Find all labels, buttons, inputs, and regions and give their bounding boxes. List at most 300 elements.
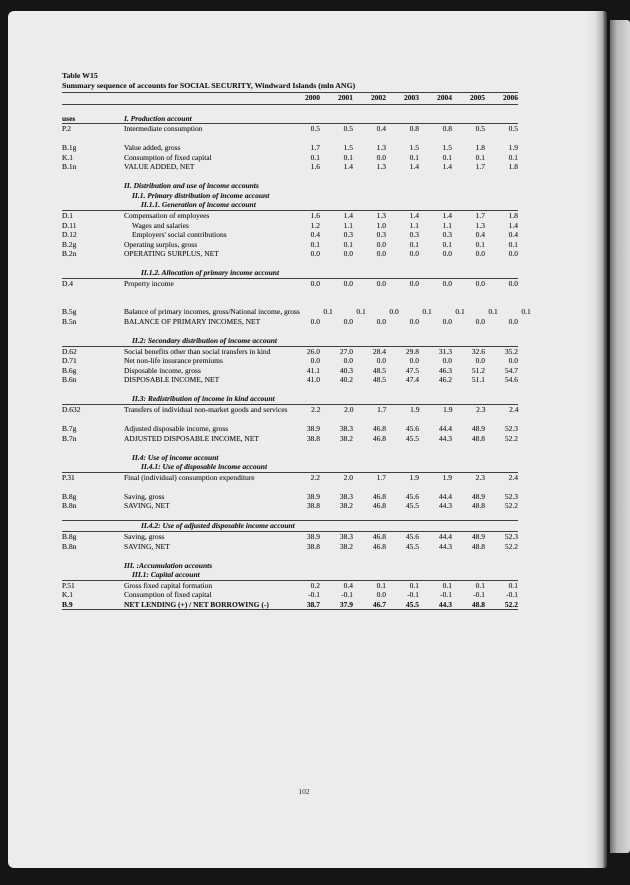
- account-label: DISPOSABLE INCOME, NET: [124, 375, 220, 385]
- account-value: 46.3: [438, 365, 452, 375]
- account-code: B.8g: [62, 532, 77, 542]
- account-value: 1.8: [508, 210, 518, 220]
- account-value: 47.4: [405, 375, 419, 385]
- account-value: 45.6: [405, 532, 419, 542]
- account-label: VALUE ADDED, NET: [124, 162, 195, 172]
- section-heading-row: [62, 570, 518, 581]
- year-column-header: 2000: [305, 93, 320, 103]
- account-value: 2.4: [508, 472, 518, 482]
- account-value: 52.3: [504, 424, 518, 434]
- account-value: 1.4: [409, 162, 419, 172]
- account-row: [62, 143, 518, 153]
- account-value: 1.1: [442, 220, 452, 230]
- account-value: 0.0: [376, 239, 386, 249]
- account-value: 1.4: [343, 210, 353, 220]
- account-value: 0.0: [389, 307, 399, 317]
- account-code: D.12: [62, 230, 77, 240]
- account-label: NET LENDING (+) / NET BORROWING (-): [124, 599, 269, 609]
- account-code: D.62: [62, 346, 77, 356]
- account-value: 0.1: [442, 580, 452, 590]
- account-code: uses: [62, 113, 76, 123]
- section-heading-row: [62, 268, 518, 279]
- spacer-row: [62, 259, 518, 269]
- account-value: 0.0: [508, 317, 518, 326]
- account-value: 51.2: [471, 365, 485, 375]
- account-value: 0.3: [409, 230, 419, 240]
- account-value: 44.4: [438, 491, 452, 501]
- account-value: 0.8: [442, 124, 452, 134]
- section-heading: II. Distribution and use of income accounts: [124, 181, 259, 191]
- account-value: 48.8: [471, 433, 485, 443]
- section-heading-row: [62, 462, 518, 473]
- account-value: 0.1: [376, 580, 386, 590]
- account-value: 48.5: [372, 375, 386, 385]
- account-value: 0.1: [409, 580, 419, 590]
- account-value: 0.0: [310, 356, 320, 366]
- account-value: 31.3: [438, 346, 452, 356]
- account-label: Value added, gross: [124, 143, 181, 153]
- account-value: 0.4: [508, 230, 518, 240]
- account-value: 2.3: [475, 472, 485, 482]
- account-value: 0.0: [310, 278, 320, 288]
- account-value: 0.4: [376, 124, 386, 134]
- spacer-row: [62, 385, 518, 395]
- account-code: B.2g: [62, 239, 77, 249]
- account-label: Consumption of fixed capital: [124, 590, 212, 600]
- account-row: [62, 221, 518, 231]
- account-value: 0.0: [376, 152, 386, 162]
- account-code: B.7n: [62, 433, 77, 443]
- account-value: 47.5: [405, 365, 419, 375]
- account-value: 1.3: [475, 220, 485, 230]
- account-value: 38.8: [306, 541, 320, 551]
- account-row: [62, 600, 518, 611]
- account-code: D.632: [62, 404, 81, 414]
- account-value: 0.3: [376, 230, 386, 240]
- account-value: 0.0: [442, 249, 452, 259]
- next-page-edge: [610, 20, 630, 853]
- account-code: B.6n: [62, 375, 77, 385]
- account-value: 0.3: [343, 230, 353, 240]
- year-column-header: 2003: [404, 93, 419, 103]
- account-value: 1.9: [410, 404, 420, 414]
- account-value: 1.3: [376, 143, 386, 153]
- account-label: Saving, gross: [124, 532, 165, 542]
- account-value: 1.4: [442, 162, 452, 172]
- account-row: [62, 424, 518, 434]
- scanned-page: [8, 11, 607, 868]
- account-value: 48.5: [372, 365, 386, 375]
- account-value: 0.0: [376, 590, 386, 600]
- section-heading: III.1: Capital account: [132, 570, 200, 580]
- account-label: Saving, gross: [124, 491, 165, 501]
- account-row: [62, 211, 518, 221]
- account-value: 37.9: [339, 599, 353, 609]
- account-row: [62, 279, 518, 289]
- account-value: 0.8: [409, 124, 419, 134]
- account-value: 1.5: [409, 143, 419, 153]
- account-label: Social benefits other than social transfers in kind: [124, 346, 271, 356]
- section-heading-row: [62, 181, 518, 191]
- account-value: 46.2: [438, 375, 452, 385]
- account-row: [62, 307, 531, 317]
- account-value: 48.9: [471, 491, 485, 501]
- account-value: 48.8: [471, 501, 485, 511]
- account-value: 44.3: [438, 433, 452, 443]
- account-value: 0.3: [442, 230, 452, 240]
- account-value: 0.1: [343, 239, 353, 249]
- account-value: 38.9: [306, 424, 320, 434]
- account-value: 0.1: [488, 307, 498, 317]
- account-value: -0.1: [341, 590, 353, 600]
- account-code: P.2: [62, 124, 71, 134]
- account-value: 46.7: [372, 599, 386, 609]
- account-value: 1.4: [343, 162, 353, 172]
- account-value: 0.1: [442, 239, 452, 249]
- account-value: 0.0: [508, 249, 518, 259]
- account-label: Gross fixed capital formation: [124, 580, 213, 590]
- account-label: BALANCE OF PRIMARY INCOMES, NET: [124, 317, 261, 326]
- account-value: 46.8: [372, 491, 386, 501]
- account-value: 0.0: [409, 356, 419, 366]
- section-heading-row: [62, 200, 518, 211]
- account-value: 0.5: [310, 124, 320, 134]
- spacer-row: [62, 298, 518, 308]
- account-value: 1.5: [343, 143, 353, 153]
- account-value: 48.8: [471, 541, 485, 551]
- spacer-row: [62, 327, 518, 337]
- year-column-header: 2006: [503, 93, 518, 103]
- account-value: 2.4: [509, 404, 519, 414]
- spacer-row: [62, 134, 518, 144]
- account-value: 2.2: [311, 404, 321, 414]
- account-value: 2.0: [343, 472, 353, 482]
- account-value: 0.0: [310, 249, 320, 259]
- account-code: B.1g: [62, 143, 77, 153]
- account-value: 45.5: [405, 599, 419, 609]
- account-code: P.31: [62, 472, 75, 482]
- account-code: B.8n: [62, 501, 77, 511]
- account-row: [62, 356, 518, 366]
- section-heading: II.4: Use of income account: [132, 452, 219, 462]
- account-value: 2.0: [344, 404, 354, 414]
- page-number: 102: [298, 787, 310, 796]
- account-value: 54.6: [504, 375, 518, 385]
- account-label: Disposable income, gross: [124, 365, 201, 375]
- table-number-title: Table W15: [62, 71, 98, 80]
- account-code: B.5n: [62, 317, 77, 326]
- spacer-row: [62, 414, 518, 424]
- account-value: 38.8: [306, 433, 320, 443]
- account-value: 2.2: [310, 472, 320, 482]
- account-code: D.11: [62, 220, 77, 230]
- account-value: 38.8: [306, 501, 320, 511]
- account-value: 0.1: [310, 239, 320, 249]
- year-header-row: [62, 93, 518, 105]
- section-heading: II.3: Redistribution of income in kind account: [132, 394, 275, 404]
- account-row: [62, 240, 518, 250]
- account-value: 0.0: [343, 278, 353, 288]
- account-value: 38.2: [339, 501, 353, 511]
- account-code: B.2n: [62, 249, 77, 259]
- account-label: Final (individual) consumption expenditure: [124, 472, 255, 482]
- section-heading: II.4.1: Use of disposable income account: [141, 462, 268, 472]
- account-value: 52.2: [504, 541, 518, 551]
- account-value: 38.9: [306, 491, 320, 501]
- account-code: B.5g: [62, 307, 77, 317]
- account-code: B.1n: [62, 162, 77, 172]
- account-value: 0.1: [310, 152, 320, 162]
- account-value: 1.6: [310, 210, 320, 220]
- section-heading: II.1. Primary distribution of income account: [132, 190, 270, 200]
- account-value: 38.3: [339, 424, 353, 434]
- account-value: 52.3: [504, 532, 518, 542]
- account-value: 52.2: [504, 599, 518, 609]
- account-value: 1.8: [508, 162, 518, 172]
- account-value: 44.3: [438, 501, 452, 511]
- account-value: 0.1: [508, 152, 518, 162]
- account-value: 0.0: [442, 317, 452, 326]
- account-row: [62, 124, 518, 134]
- section-heading: II.4.2: Use of adjusted disposable income account: [141, 521, 295, 531]
- account-row: [62, 434, 518, 444]
- account-value: 48.9: [471, 424, 485, 434]
- account-value: 45.5: [405, 541, 419, 551]
- section-heading: II.1.1. Generation of income account: [141, 200, 256, 210]
- account-value: 40.2: [339, 375, 353, 385]
- account-value: 0.1: [521, 307, 531, 317]
- account-row: [62, 249, 518, 259]
- account-value: 46.8: [372, 424, 386, 434]
- account-value: 0.0: [442, 278, 452, 288]
- account-value: 46.8: [372, 541, 386, 551]
- account-value: -0.1: [440, 590, 452, 600]
- account-value: 1.3: [376, 162, 386, 172]
- account-row: [62, 366, 518, 376]
- account-value: -0.1: [407, 590, 419, 600]
- account-value: 0.0: [508, 356, 518, 366]
- account-value: 1.9: [409, 472, 419, 482]
- account-value: 0.1: [508, 580, 518, 590]
- account-value: 0.0: [475, 317, 485, 326]
- account-value: 52.2: [504, 501, 518, 511]
- section-heading: I. Production account: [124, 113, 192, 123]
- account-value: 1.5: [442, 143, 452, 153]
- account-value: 44.3: [438, 599, 452, 609]
- account-label: OPERATING SURPLUS, NET: [124, 249, 219, 259]
- account-value: 0.0: [508, 278, 518, 288]
- section-heading-row: [62, 191, 518, 201]
- spacer-row: [62, 551, 518, 561]
- account-value: -0.1: [506, 590, 518, 600]
- account-value: 41.1: [306, 365, 320, 375]
- account-row: [62, 347, 518, 357]
- account-row: [62, 162, 518, 172]
- spacer-row: [62, 482, 518, 492]
- account-label: Transfers of individual non-market goods and services: [124, 404, 288, 414]
- account-value: 0.0: [310, 317, 320, 326]
- account-value: 1.4: [442, 210, 452, 220]
- spacer-row: [62, 511, 518, 521]
- account-value: 26.0: [306, 346, 320, 356]
- account-value: 0.1: [508, 239, 518, 249]
- account-value: 0.5: [343, 124, 353, 134]
- account-code: B.7g: [62, 424, 77, 434]
- section-heading-row: [62, 520, 518, 532]
- account-value: 1.3: [376, 210, 386, 220]
- account-value: 1.4: [508, 220, 518, 230]
- account-value: 46.8: [372, 501, 386, 511]
- account-value: 0.1: [475, 152, 485, 162]
- account-label: Adjusted disposable income, gross: [124, 424, 229, 434]
- account-value: 44.3: [438, 541, 452, 551]
- account-value: 0.1: [422, 307, 432, 317]
- account-value: 2.3: [476, 404, 486, 414]
- year-column-header: 2004: [437, 93, 452, 103]
- account-value: 0.1: [442, 152, 452, 162]
- account-value: 38.2: [339, 433, 353, 443]
- account-value: 0.5: [475, 124, 485, 134]
- account-value: 27.0: [339, 346, 353, 356]
- account-value: 32.6: [471, 346, 485, 356]
- account-value: 1.7: [475, 210, 485, 220]
- account-row: [62, 532, 518, 542]
- account-label: Consumption of fixed capital: [124, 152, 212, 162]
- account-value: 1.7: [475, 162, 485, 172]
- account-label: Net non-life insurance premiums: [124, 356, 223, 366]
- account-label: Employers' social contributions: [132, 230, 227, 240]
- account-value: 1.0: [376, 220, 386, 230]
- account-value: 1.7: [377, 404, 387, 414]
- account-value: 0.1: [409, 239, 419, 249]
- account-value: 0.1: [475, 239, 485, 249]
- account-value: 45.5: [405, 501, 419, 511]
- account-value: 51.1: [471, 375, 485, 385]
- account-value: -0.1: [473, 590, 485, 600]
- account-value: 0.1: [356, 307, 366, 317]
- account-value: 0.1: [475, 580, 485, 590]
- account-value: 0.1: [409, 152, 419, 162]
- account-code: B.8g: [62, 491, 77, 501]
- account-value: 0.1: [455, 307, 465, 317]
- account-value: 1.1: [409, 220, 419, 230]
- account-value: 45.6: [405, 424, 419, 434]
- account-row: [62, 317, 518, 327]
- account-value: 0.0: [409, 278, 419, 288]
- account-label: Wages and salaries: [132, 220, 189, 230]
- account-value: 0.1: [323, 307, 333, 317]
- account-row: [62, 590, 518, 600]
- account-value: 35.2: [504, 346, 518, 356]
- account-value: 0.0: [376, 317, 386, 326]
- account-label: Intermediate consumption: [124, 124, 203, 134]
- spacer-row: [62, 443, 518, 453]
- account-code: K.1: [62, 152, 74, 162]
- account-value: 41.0: [306, 375, 320, 385]
- account-value: 29.8: [405, 346, 419, 356]
- account-value: 0.1: [343, 152, 353, 162]
- account-row: [62, 501, 518, 511]
- account-value: 0.0: [376, 249, 386, 259]
- account-row: [62, 473, 518, 483]
- account-value: 1.8: [475, 143, 485, 153]
- account-code: D.71: [62, 356, 77, 366]
- account-value: 0.4: [310, 230, 320, 240]
- account-value: 1.6: [310, 162, 320, 172]
- account-value: 38.2: [339, 541, 353, 551]
- account-value: 1.1: [343, 220, 353, 230]
- account-row: [62, 492, 518, 502]
- account-value: 0.2: [310, 580, 320, 590]
- section-heading: II.1.2. Allocation of primary income account: [141, 268, 280, 278]
- account-value: 0.0: [409, 249, 419, 259]
- account-value: 0.5: [508, 124, 518, 134]
- account-label: SAVING, NET: [124, 501, 170, 511]
- account-value: -0.1: [308, 590, 320, 600]
- account-value: 38.7: [306, 599, 320, 609]
- account-value: 0.0: [343, 249, 353, 259]
- account-row: [62, 375, 518, 385]
- year-column-header: 2002: [371, 93, 386, 103]
- account-value: 1.9: [443, 404, 453, 414]
- account-value: 0.0: [343, 317, 353, 326]
- account-code: D.1: [62, 210, 74, 220]
- year-column-header: 2001: [338, 93, 353, 103]
- table-content: [62, 71, 531, 610]
- section-heading-row: [62, 453, 518, 463]
- account-value: 48.8: [471, 599, 485, 609]
- account-value: 0.0: [409, 317, 419, 326]
- spacer-row: [62, 288, 518, 298]
- account-value: 0.0: [343, 356, 353, 366]
- table-title: Summary sequence of accounts for SOCIAL SECURITY, Windward Islands (mln ANG): [62, 82, 518, 93]
- account-label: Balance of primary incomes, gross/National income, gross: [124, 307, 300, 317]
- account-value: 38.9: [306, 532, 320, 542]
- account-code: B.6g: [62, 365, 77, 375]
- account-value: 40.3: [339, 365, 353, 375]
- account-value: 0.0: [376, 278, 386, 288]
- account-label: Compensation of employees: [124, 210, 210, 220]
- account-value: 28.4: [372, 346, 386, 356]
- account-code: P.51: [62, 580, 75, 590]
- account-value: 52.2: [504, 433, 518, 443]
- account-code: B.8n: [62, 541, 77, 551]
- section-heading-row: [62, 336, 518, 347]
- section-heading: II.2: Secondary distribution of income account: [132, 336, 278, 346]
- account-row: [62, 542, 518, 552]
- account-value: 0.0: [475, 356, 485, 366]
- account-label: Property income: [124, 278, 174, 288]
- account-value: 45.6: [405, 491, 419, 501]
- table-body: [62, 113, 531, 611]
- account-value: 46.8: [372, 433, 386, 443]
- section-heading-row: [62, 394, 518, 405]
- account-value: 1.4: [409, 210, 419, 220]
- account-value: 45.5: [405, 433, 419, 443]
- spacer-row: [62, 172, 518, 182]
- account-value: 0.0: [376, 356, 386, 366]
- account-value: 38.3: [339, 532, 353, 542]
- account-value: 0.0: [475, 278, 485, 288]
- account-value: 1.9: [508, 143, 518, 153]
- account-value: 46.8: [372, 532, 386, 542]
- account-code: B.9: [62, 599, 73, 609]
- account-value: 52.3: [504, 491, 518, 501]
- header-spacer: [62, 105, 518, 114]
- account-value: 44.4: [438, 532, 452, 542]
- year-column-header: 2005: [470, 93, 485, 103]
- account-code: K.1: [62, 590, 74, 600]
